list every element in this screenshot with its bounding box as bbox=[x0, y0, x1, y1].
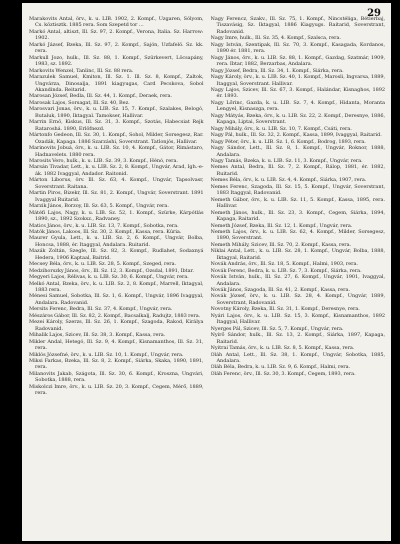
directory-entry: Miklós Józsefné, örv., k. u. LIB. Sz. 10, 1. Kompf., Ungvár, rera. bbox=[29, 351, 184, 358]
directory-entry: Martin Piros, Bizekr, Ill. Sz. 81, 2. Kompf., Ungvár, Soverstrant. 1891 Ivaggyal Ruitarid. bbox=[29, 190, 204, 203]
directory-entry: Markovits Wenzel, Tanlinc, Ill. Sz. 88 rera. bbox=[29, 67, 134, 74]
directory-entry: Nagy Péter, örv., k. u. LIB. Sz. 1, 6. Kompf., Bodrog, 1893, rera. bbox=[210, 138, 366, 145]
directory-entry: Nyírő Sándor, hulk., Ill. Sz. 13, 2. Kompf., Siárka, 1897, Kapaga, Raitarid. bbox=[210, 332, 385, 345]
directory-entry: Marrin Ernö, Kiskus, Ill. Sz. 31, 3. Kompf., Szotás, Habecsiat Rejk Rataroshá. 1890, Erlöfnezd. bbox=[29, 119, 204, 132]
directory-entry: Nagy Pál, hulk., Ill. Sz. 32, 2. Kompf., Kassa, 1899, Ivaggyal, Raitarid. bbox=[210, 132, 382, 139]
directory-entry: Nagy János, örv., k. u. LIB. Sz. 88, 1. Kompf., Gazdag, Szatmár, 1909, rera. Ibtar, 1882, Berzarbas, Andalara. bbox=[210, 54, 385, 68]
directory-entry: Márton Liborus, örv. Ill. Sz. 63, 4. Kompf., Ungvár, Tapsolvasr, Soverstrant. Raitana. bbox=[29, 177, 204, 190]
directory-entry: Milanovits Jakab, Szágota, Ill. Sz. 30, 6. Kompf., Kroszna, Ungvári, Sobotka, 1888, rera. bbox=[29, 370, 204, 384]
directory-entry: Mezei Károly, Szerzs, Ill. Sz. 26, 1. Kompf., Szagoda, Rakod, Királya Radovanid. bbox=[29, 319, 204, 332]
directory-entry: Mészáros Gábor, Ill. Sz. 82, 2. Kompf., Bacsalkalj, Radujtz, 1883 rera. bbox=[29, 312, 201, 319]
directory-entry: Oláh Ferenc, örv., Ill. Sz. 30, 3. Kompf., Cegem, 1893, rera. bbox=[210, 370, 356, 377]
text-columns bbox=[29, 16, 385, 537]
directory-entry: Marosits Vero, hulk., k. u. LIB. Sz. 39, 3. Kompf., Hénó, rera. bbox=[29, 157, 178, 164]
directory-entry: Marinovits Jobuá, örv., k. u. LIB. Sz. 10, 4. Kompf., Gátor, Rimástaro, Hadnavelets. 1880 rera. bbox=[29, 145, 204, 158]
directory-entry: Nyerges Pál, Szicev, Ill. Sz. 5, 7. Kompf., Ungvár, rera. bbox=[210, 325, 344, 332]
directory-entry: Miksi Farkas, Bzeka, Ill. Sz. 8, 2. Kompf., Siárka, Skaka, 1890, 1891, rera. bbox=[29, 358, 204, 371]
directory-entry: Mecsey Béla, örv., k. u. LIB. Sz. 28, 5. Kompf., Szeged, rera. bbox=[29, 261, 177, 268]
directory-entry: Nemeth Lajos, örv., k. u. LIB. Sz. 62, 4. Kompf., Milder, Sorsegesz, 1890, Soverstrant. bbox=[210, 228, 385, 242]
directory-entry: Nagy István, Szentipak, Ill. Sz. 70, 3. Kompf., Kasagada, Kordanos, 1890 ér. 1881, rera. bbox=[210, 41, 385, 55]
directory-entry: Nagy Mihály, örv., k. u. LIB. Sz. 10, 7. Kompf., Csáti, rera. bbox=[210, 125, 352, 132]
directory-entry: Oláh Antal, Lett., Ill. Sz. 38, 1. Kompf., Ungvár, Sobotka, 1885, Andalara. bbox=[210, 351, 385, 365]
directory-entry: Nyitrai Tamás, örv., k. u. LIB. Sz. 8, 5. Kompf., Kassa, rera. bbox=[210, 345, 355, 352]
directory-entry: Novotny Károly, Bzeka, Ill. Sz. 31, 1. Kompf., Deresnye, rera. bbox=[210, 306, 360, 313]
directory-entry: Maurer Gyula, Lett., k. u. LIB. Sz. 2, 6. Kompf., Ungvár, Bolba, Honcsa, 1888, ér. Itaggyal, Andalara. Ruitarid. bbox=[29, 235, 204, 248]
directory-entry: Markull Jozo, hulk., Ill. Sz. 88, 1. Kompf., Szürkevert, Löcsapány, 1983, sz. 1892. bbox=[29, 54, 204, 68]
directory-entry: Nemeth József, Bzeka, Ill. Sz. 12, 1. Kompf., Ungvár, rera. bbox=[210, 222, 353, 229]
directory-entry: Nagy Imre, hulk., Ill. Sz. 35, 4. Kompf., Szalsca, rera. bbox=[210, 35, 341, 42]
directory-entry: Markó Jázsef, Bzeka, Ill. Sz. 97, 2. Kompf., Sajón, Uzfafelö. Sz. kk. rera. bbox=[29, 41, 204, 55]
directory-entry: Nyári Lajos, örv., k. u. LIB. Sz. 15, 3. Kompf., Kisnamanthos, 1892 Itaggyal, Hallivar. bbox=[210, 312, 385, 326]
directory-entry: Nemes Béla, örv., k. u. LIB. Sz. 4, 4. Kompf., Siárka, 1907, rera. bbox=[210, 177, 367, 184]
directory-entry: Novák István, hulk., Ill. Sz. 27, 6. Kompf., Ungvár, 1901, Ivaggyal, Andalara. bbox=[210, 274, 385, 287]
directory-entry: Mátéfi Lajos, Nagy, k. u. LIB. Sz. 52, 1. Kompf., Szürke, Kárpótlás 1890, sz., 1892 Szoksz., Radvaney. bbox=[29, 209, 204, 223]
page-number: 29 bbox=[367, 8, 381, 19]
directory-entry: Matics János, örv., k. u. LIB. Sz. 13, 7. Kompf., Sobotka, rera. bbox=[29, 222, 179, 229]
directory-entry: Nagy Sándor, Lett., Ill. Sz. 8, 1. Kompf., Ungvár, Roknor, 1888, Andalara. bbox=[210, 145, 385, 158]
directory-entry: Medzihorszky János, örv., Ill. Sz. 12, 3. Kompf., Ozsdal, 1891, Ibtar. bbox=[29, 267, 194, 274]
document-page bbox=[22, 3, 391, 541]
directory-entry: Novák János, Szagoda, Ill. Sz. 41, 2. Kompf., Kassa, rera. bbox=[210, 287, 350, 294]
directory-entry: Oláh Béla, Bedra, k. u. LIB. Sz. 9, 6. Kompf., Halmi, rera. bbox=[210, 364, 351, 371]
directory-entry: Mazák Zoltán, Szegle, Ill. Sz. 82, 3. Kompf., Rudlahet, Sodaxnyá Hedera, 1906 Kaptaal, Baitrid. bbox=[29, 248, 204, 261]
directory-entry: Melkó Antal, Bzeka, örv., k. u. LIB. Sz. 2, 8. Kompf., Marrell, Iktagyal, 1883 rera. bbox=[29, 280, 204, 294]
directory-entry: Markó Antal, altiszt, Ill. Sz. 97, 2. Kompf., Verona, Italia. Sz. Harrow: 1902. bbox=[29, 28, 204, 42]
directory-entry: Marakovits Antal, örv., k. u. LIB. 1902, 2. Kompf., Uzgaren, Sólyom, Cs. köztisztk. 1885 rera. Som Szepetd tor … bbox=[29, 16, 204, 29]
directory-entry: Nemes Ferenc, Szagoda, Ill. Sz. 15, 5. Kompf., Ungvár, Soverstrant, 1883 Itaggyal, Radovanid. bbox=[210, 183, 385, 197]
directory-entry: Nemes Antal, Bedra, Ill. Sz. 7, 2. Kompf., Rálop, 1881, ér. 1882, Ruitarid. bbox=[210, 164, 385, 177]
directory-entry: Marsán Tivadar, Lett., k. u. LIB. Sz. 2, 8. Kompf., Ungvár, Arad, Igh.-e-ák. 1882 Ivaggyal, Andador. Raitonid. bbox=[29, 164, 204, 177]
directory-entry: Nemeth Mihály, Szicev, Ill. Sz. 70, 2. Kompf., Kassa, rera. bbox=[210, 241, 352, 248]
directory-entry: Nagy Mátyás, Bzeka, örv., k. u. LIB. Sz. 22, 2. Kompf., Deresnye, 1886, Kapaga, Liptai, Soverstrant. bbox=[210, 112, 385, 126]
directory-entry: Mártonfo Gedeon, Ill. Sz. 30, 1. Kompf., Sohol, Milder, Sorsegesz, Rar. Ozadák, Kapaga. 1886 Szarzáshi, Soverstrant. Tatlonjós, Hallivar. bbox=[29, 132, 204, 145]
right-column bbox=[211, 16, 386, 537]
directory-entry: Novák András, örv., Ill. Sz. 18, 5. Kompf., Halmi, 1903, rera. bbox=[210, 261, 358, 268]
left-column bbox=[29, 16, 204, 537]
directory-entry: Nemeth Gábor, örv., k. u. LIB. Sz. 11, 5. Kompf., Kassa, 1895, rera. Hallivar. bbox=[210, 196, 385, 210]
directory-entry: Marosan József, Bedla, Ill. Sz. 44, 1. Kompf., Deraek, rera. bbox=[29, 93, 172, 100]
directory-entry: Mersits Ferenc, Bedra, Ill. Sz. 37, 4. Kompf., Ungvár, rera. bbox=[29, 306, 173, 313]
directory-entry: Niklai Antal, Lett., k. u. LIB. Sz. 28, 1. Kompf., Ungvár, Bolba, 1888, Iktagyal, Raitarid. bbox=[210, 248, 385, 261]
directory-entry: Megyeri Lajos, Rélivas, k. u. LIB. Sz. 30, 6. Kompf., Ungvár, rera. bbox=[29, 274, 189, 281]
directory-entry: Marosak Lajos, Sorsagat, Ill. Sz. 40, Bez. bbox=[29, 99, 130, 106]
directory-entry: Miskolczi Imre, örv., k. u. LIB. Sz. 20, 3. Kompf., Cegem, Mérő, 1889, rera. bbox=[29, 383, 204, 397]
directory-entry: Nagy Lajos, Szicev, Ill. Sz. 67, 3. Kompf., Halándar, Kisnaghos, 1892 ér. 1893. bbox=[210, 86, 385, 100]
directory-entry: Matók János, Lakoos, Ill. Sz. 30, 2. Kompf., Kassa, rera. Kúria. bbox=[29, 228, 182, 235]
directory-entry: Marosvari Jonas, örv., k. u. LIB. Sz. 15, 7. Kompf., Szalakes, Belogó, Butaluk, 1890, Iktagyal. Tamokser, Hallivar. bbox=[29, 106, 204, 119]
directory-entry: Mikler Andal, Hetegó, Ill. Sz. 9, 4. Kompf., Kisnamanthos, Ill. Sz. 31, rera. bbox=[29, 338, 204, 352]
directory-entry: Mihalik Lajos, Szicev, Ill. Sz. 38, 3. Kompf., Kassa, rera. bbox=[29, 332, 166, 339]
directory-entry: Novák József, örv., k. u. LIB. Sz. 28, 4. Kompf., Ungvár, 1889, Soverstrant, Radovanid. bbox=[210, 293, 385, 306]
directory-entry: Nagy Lőrinc, Gazda, k. u. LIB. Sz. 7, 4. Kompf., Hidanta, Moranta Lengyel, Kisnaszga, rera. bbox=[210, 99, 385, 113]
directory-entry: Nagy Károly, örv., k. u. LIB. Sz. 40, 1. Kompf., Marosli, Ingvarsa, 1889, Itaggyal, Soverstrant. Hallivar. bbox=[210, 74, 385, 87]
directory-entry: Nagy József, Bedra, Ill. Sz. 34, 1. Kompf., Siárka, rera. bbox=[210, 67, 344, 74]
directory-entry: Marzik János, Borzoy, Ill. Sz. 63, 5. Kompf., Ungvár, rera. bbox=[29, 203, 169, 210]
directory-entry: Marazulek Samuel, Kmiton, Ill. Sz. 1. Ill. Sz. 8, Kompf., Zaltok, Ungvárza, Dinosalja, 1891 kiagyugas, Card Pecskova, Sobol Akandinda. Reitarid. bbox=[29, 74, 204, 93]
directory-entry: Ménesi Samuel, Sobotka, Ill. Sz. 1, 6. Kompf., Ungvár, 1896 Ivaggyal, Andalara. Radovanid. bbox=[29, 293, 204, 306]
directory-entry: Nemeth János, hulk., Ill. Sz. 23, 3. Kompf., Cegem, Siárka, 1894, Kapaga, Raitarid. bbox=[210, 209, 385, 223]
directory-entry: Nagy Tamás, Bzeka, k. u. LIB. Sz. 11, 3. Kompf., Ungvár, rera. bbox=[210, 157, 363, 164]
directory-entry: Nagy Ferencz, Szakv., Ill. Sz. 75, 1. Kompf., Nincstéliga, Bétlerbaj, Tiszavásig, Sz. Iktagyal, 1886 Kiagyugs. Raitarid, Soverstrant, Radovanid. bbox=[210, 16, 385, 35]
directory-entry: Novák Ferenc, Bedra, k. u. LIB. Sz. 7, 3. Kompf., Siárka, rera. bbox=[210, 267, 362, 274]
